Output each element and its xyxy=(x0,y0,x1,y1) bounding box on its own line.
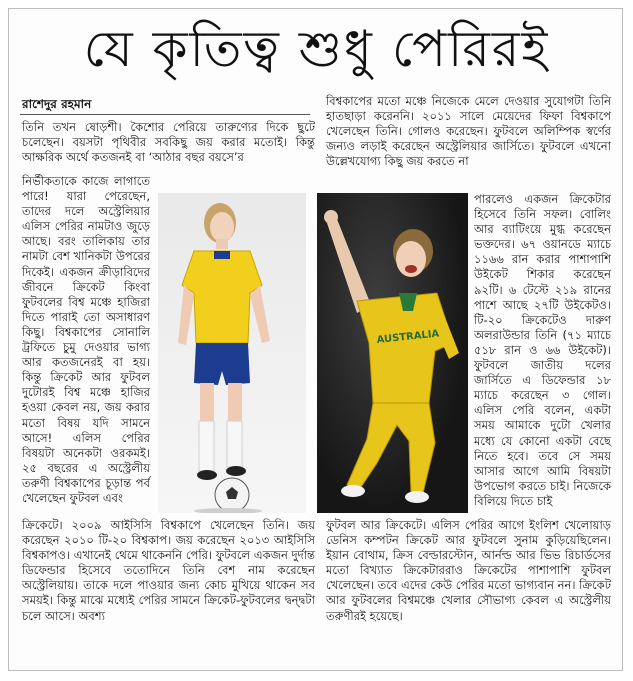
byline-rule xyxy=(20,114,310,115)
paragraph-left-top: তিনি তখন ষোড়শী। কৈশোর পেরিয়ে তারুণ্যের দিকে ছুটে চলেছেন। বয়সটা পৃথিবীর সবকিছু জয় করার মতোই। কিন্তু আক্ষরিক অর্থে কতজনই বা ‘আঠার বছর বয়সে’র xyxy=(22,120,315,165)
headline: যে কৃতিত্ব শুধু পেরিরই xyxy=(83,20,550,78)
paragraph-left-narrow: নির্ভীকতাকে কাজে লাগাতে পারে! যারা পেরেছেন, তাদের দলে অস্ট্রেলিয়ার এলিস পেরির নামটাও জুড়ে আছে। বরং তালিকায় তার নামটা বেশ খানিকটা উপরের দিকেই। একজন ক্রীড়াবিদের জীবনে ক্রিকেট কিংবা ফুটবলের বিশ্ব মঞ্চে হাজিরা দিতে পারাই তো অসাধারণ কিছু। বিশ্বকাপের সোনালি ট্রফিতে চুমু দেওয়ার ভাগ্য আর কতজনেরই বা হয়। কিন্তু ক্রিকেট আর ফুটবল দুটোরই বিশ্ব মঞ্চে হাজির হওয়া কেবল নয়, জয় করার মতো বিষয় যদি সামনে আসে! এলিস পেরির বিষয়টা অনেকটা ওরকমই। ২৫ বছরের এ অস্ট্রেলীয় তরুণী বিশ্বকাপের চূড়ান্ত পর্ব খেলেছেন ফুটবল এবং xyxy=(22,174,150,505)
byline: রাশেদুর রহমান xyxy=(22,97,92,111)
jersey-text: AUSTRALIA xyxy=(376,328,440,346)
photo-footballer xyxy=(158,193,306,513)
photo-cricketer xyxy=(317,193,468,513)
paragraph-bottom-right: ফুটবল আর ক্রিকেটে। এলিস পেরির আগে ইংলিশ খেলোয়াড় ডেনিস কম্পটন ক্রিকেট আর ফুটবলে সুনাম কুড়িয়েছিলেন। ইয়ান বোথাম, ক্রিস বেল্ডারস্টোন, আর্নল্ড আর ভিভ রিচার্ডসের মতো বিখ্যাত ক্রিকেটাররাও ক্রিকেটের পাশাপাশি ফুটবল খেলেছেন। তবে এদের কেউ পেরির মতো ভাগ্যবান নন। ক্রিকেট আর ফুটবলের বিশ্বমঞ্চে খেলার সৌভাগ্য কেবল এ অস্ট্রেলীয় তরুণীরই হয়েছে। xyxy=(326,518,611,623)
footballer-illustration xyxy=(158,193,306,513)
paragraph-bottom-left: ক্রিকেটে। ২০০৯ আইসিসি বিশ্বকাপে খেলেছেন তিনি। জয় করেছেন ২০১০ টি-২০ বিশ্বকাপ। জয় করেছেন ২০১৩ আইসিসি বিশ্বকাপও। এখানেই থেমে থাকেননি পেরি। ফুটবলে একজন দুর্দান্ত ডিফেন্ডার হিসেবে ততোদিনে তিনি বেশ নাম করেছেন অস্ট্রেলিয়ায়। তাকে দলে পাওয়ার জন্য কোচ মুখিয়ে থাকেন সব সময়ই। কিন্তু মাঝে মধ্যেই পেরির সামনে ক্রিকেট-ফুটবলের দ্বন্দ্বটা চলে আসে। অবশ্য xyxy=(22,518,315,623)
paragraph-right-top: বিশ্বকাপের মতো মঞ্চে নিজেকে মেলে দেওয়ার সুযোগটা তিনি হাতছাড়া করেননি। ২০১১ সালে মেয়েদের ফিফা বিশ্বকাপে খেলেছেন তিনি। গোলও করেছেন। ফুটবলে অলিম্পিক স্বর্ণের জন্যও লড়াই করেছেন অস্ট্রেলিয়ার জার্সিতে। ফুটবলে এখনো উল্লেখযোগ্য কিছু জয় করতে না xyxy=(326,94,611,169)
cricketer-illustration xyxy=(317,193,468,513)
paragraph-right-narrow: পারলেও একজন ক্রিকেটার হিসেবে তিনি সফল। বোলিং আর ব্যাটিংয়ে মুগ্ধ করেছেন ভক্তদের। ৬৭ ওয়ানডে ম্যাচে ১১৬৬ রান করার পাশাপাশি উইকেট শিকার করেছেন ৯২টি। ৬ টেস্টে ২১৯ রানের পাশে আছে ২৭টি উইকেটও। টি-২০ ক্রিকেটেও দারুণ অলরাউন্ডার তিনি (৭১ ম্যাচে ৫১৮ রান ও ৬৬ উইকেট)। ফুটবলে জাতীয় দলের জার্সিতে এ ডিফেন্ডার ১৮ ম্যাচে করেছেন ৩ গোল। এলিস পেরি বলেন, একটা সময় আমাকে দুটো খেলার মধ্যে যে কোনো একটা বেছে নিতে হবে। তবে সে সময় আসার আগে আমি বিষয়টা উপভোগ করতে চাই। নিজেকে বিলিয়ে দিতে চাই xyxy=(474,192,611,508)
